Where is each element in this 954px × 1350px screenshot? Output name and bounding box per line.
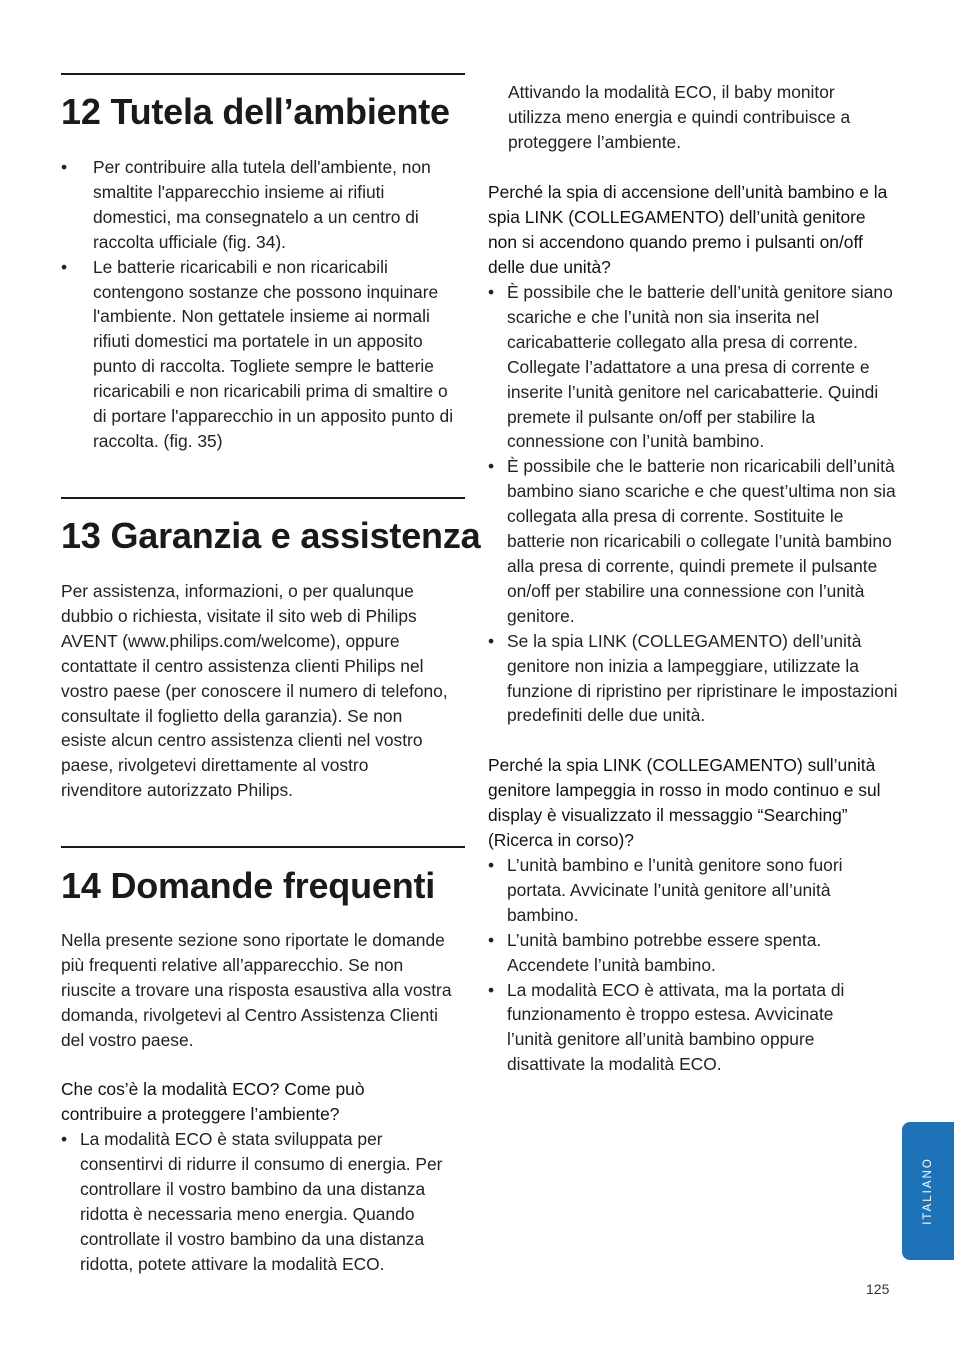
list-item: • La modalità ECO è attivata, ma la portata di funzionamento è troppo estesa. Avvicinate l’unità genitore all’unità bambino oppure disattivate la modalità ECO.: [488, 979, 845, 1075]
language-tab-label: ITALIANO: [922, 1157, 934, 1225]
question-link-flashing: Perché la spia LINK (COLLEGAMENTO) sull’unità genitore lampeggia in rosso in modo continuo e sul display è visualizzato il messaggio “Searching” (Ricerca in corso)?: [488, 755, 881, 850]
section-14-intro: Nella presente sezione sono riportate le domande più frequenti relative all’apparecchio. Se non riuscite a trovare una risposta esaustiva alla vostra domanda, rivolgetevi al Centro Assistenza Clienti del vostro paese.: [61, 930, 452, 1050]
list-item: • È possibile che le batterie dell’unità genitore siano scariche e che l’unità non sia inserita nel caricabatterie collegato alla presa di corrente. Collegate l’adattatore a una presa di corrente e inserite l’unità genitore nel caricabatterie. Quindi premete il pulsante on/off per stabilire la connessione con l’unità bambino.: [488, 282, 893, 452]
section-rule-13: [61, 497, 465, 499]
section-rule-12: [61, 73, 465, 75]
question-power-light: Perché la spia di accensione dell’unità bambino e la spia LINK (COLLEGAMENTO) dell’unità genitore non si accendono quando premo i pulsanti on/off delle due unità?: [488, 182, 888, 277]
language-tab: [902, 1122, 954, 1260]
list-item: • È possibile che le batterie non ricaricabili dell’unità bambino siano scariche e che quest’ultima non sia collegata alla presa di corrente. Sostituite le batterie non ricaricabili o collegate l’unità bambino alla presa di corrente, quindi premete il pulsante on/off per stabilire una connessione con l’unità genitore.: [488, 456, 896, 626]
page-number: 125: [866, 1281, 890, 1297]
list-item: • Per contribuire alla tutela dell'ambiente, non smaltite l'apparecchio insieme ai rifiuti domestici, ma consegnatelo a un centro di raccolta ufficiale (fig. 34).: [61, 157, 431, 252]
list-item: • Se la spia LINK (COLLEGAMENTO) dell’unità genitore non inizia a lampeggiare, utilizzate la funzione di ripristino per ripristinare le impostazioni predefiniti delle due unità.: [488, 630, 898, 726]
question-eco-mode-bullets: [61, 1127, 465, 1276]
section-title-12: 12 Tutela dell’ambiente: [61, 91, 450, 132]
section-title-13: 13 Garanzia e assistenza: [61, 515, 481, 556]
section-rule-14: [61, 846, 465, 848]
section-title-14: 14 Domande frequenti: [61, 865, 436, 906]
question-power-light-bullets: [488, 280, 898, 728]
list-item: • La modalità ECO è stata sviluppata per consentirvi di ridurre il consumo di energia. Per controllare il vostro bambino da una distanza ridotta è necessaria meno energia. Quando controllate il vostro bambino da una distanza ridotta, potete attivare la modalità ECO.: [61, 1129, 443, 1274]
list-item: • L’unità bambino potrebbe essere spenta. Accendete l’unità bambino.: [488, 929, 822, 975]
section-12-bullets: [61, 155, 465, 454]
question-link-flashing-bullets: [488, 853, 868, 1077]
list-item: • Le batterie ricaricabili e non ricaricabili contengono sostanze che possono inquinare l'ambiente. Non gettatele insieme ai normali rifiuti domestici ma portatele in un apposito punto di raccolta. Togliete sempre le batterie ricaricabili e non ricaricabili prima di smaltire o di portare l'apparecchio in un apposito punto di raccolta. (fig. 35): [61, 256, 454, 451]
section-13-body: Per assistenza, informazioni, o per qualunque dubbio o richiesta, visitate il sito web di Philips AVENT (www.philips.com/welcome), oppure contattate il centro assistenza clienti Philips nel vostro paese (per conoscere il numero di telefono, consultate il foglietto della garanzia). Se non esiste alcun centro assistenza clienti nel vostro paese, rivolgetevi direttamente al vostro rivenditore autorizzato Philips.: [61, 581, 448, 801]
list-item: • L’unità bambino e l’unità genitore sono fuori portata. Avvicinate l’unità genitore all’unità bambino.: [488, 855, 843, 925]
question-eco-mode: Che cos’è la modalità ECO? Come può contribuire a proteggere l’ambiente?: [61, 1079, 365, 1124]
eco-mode-continuation: Attivando la modalità ECO, il baby monitor utilizza meno energia e quindi contribuisce a proteggere l’ambiente.: [508, 82, 851, 152]
